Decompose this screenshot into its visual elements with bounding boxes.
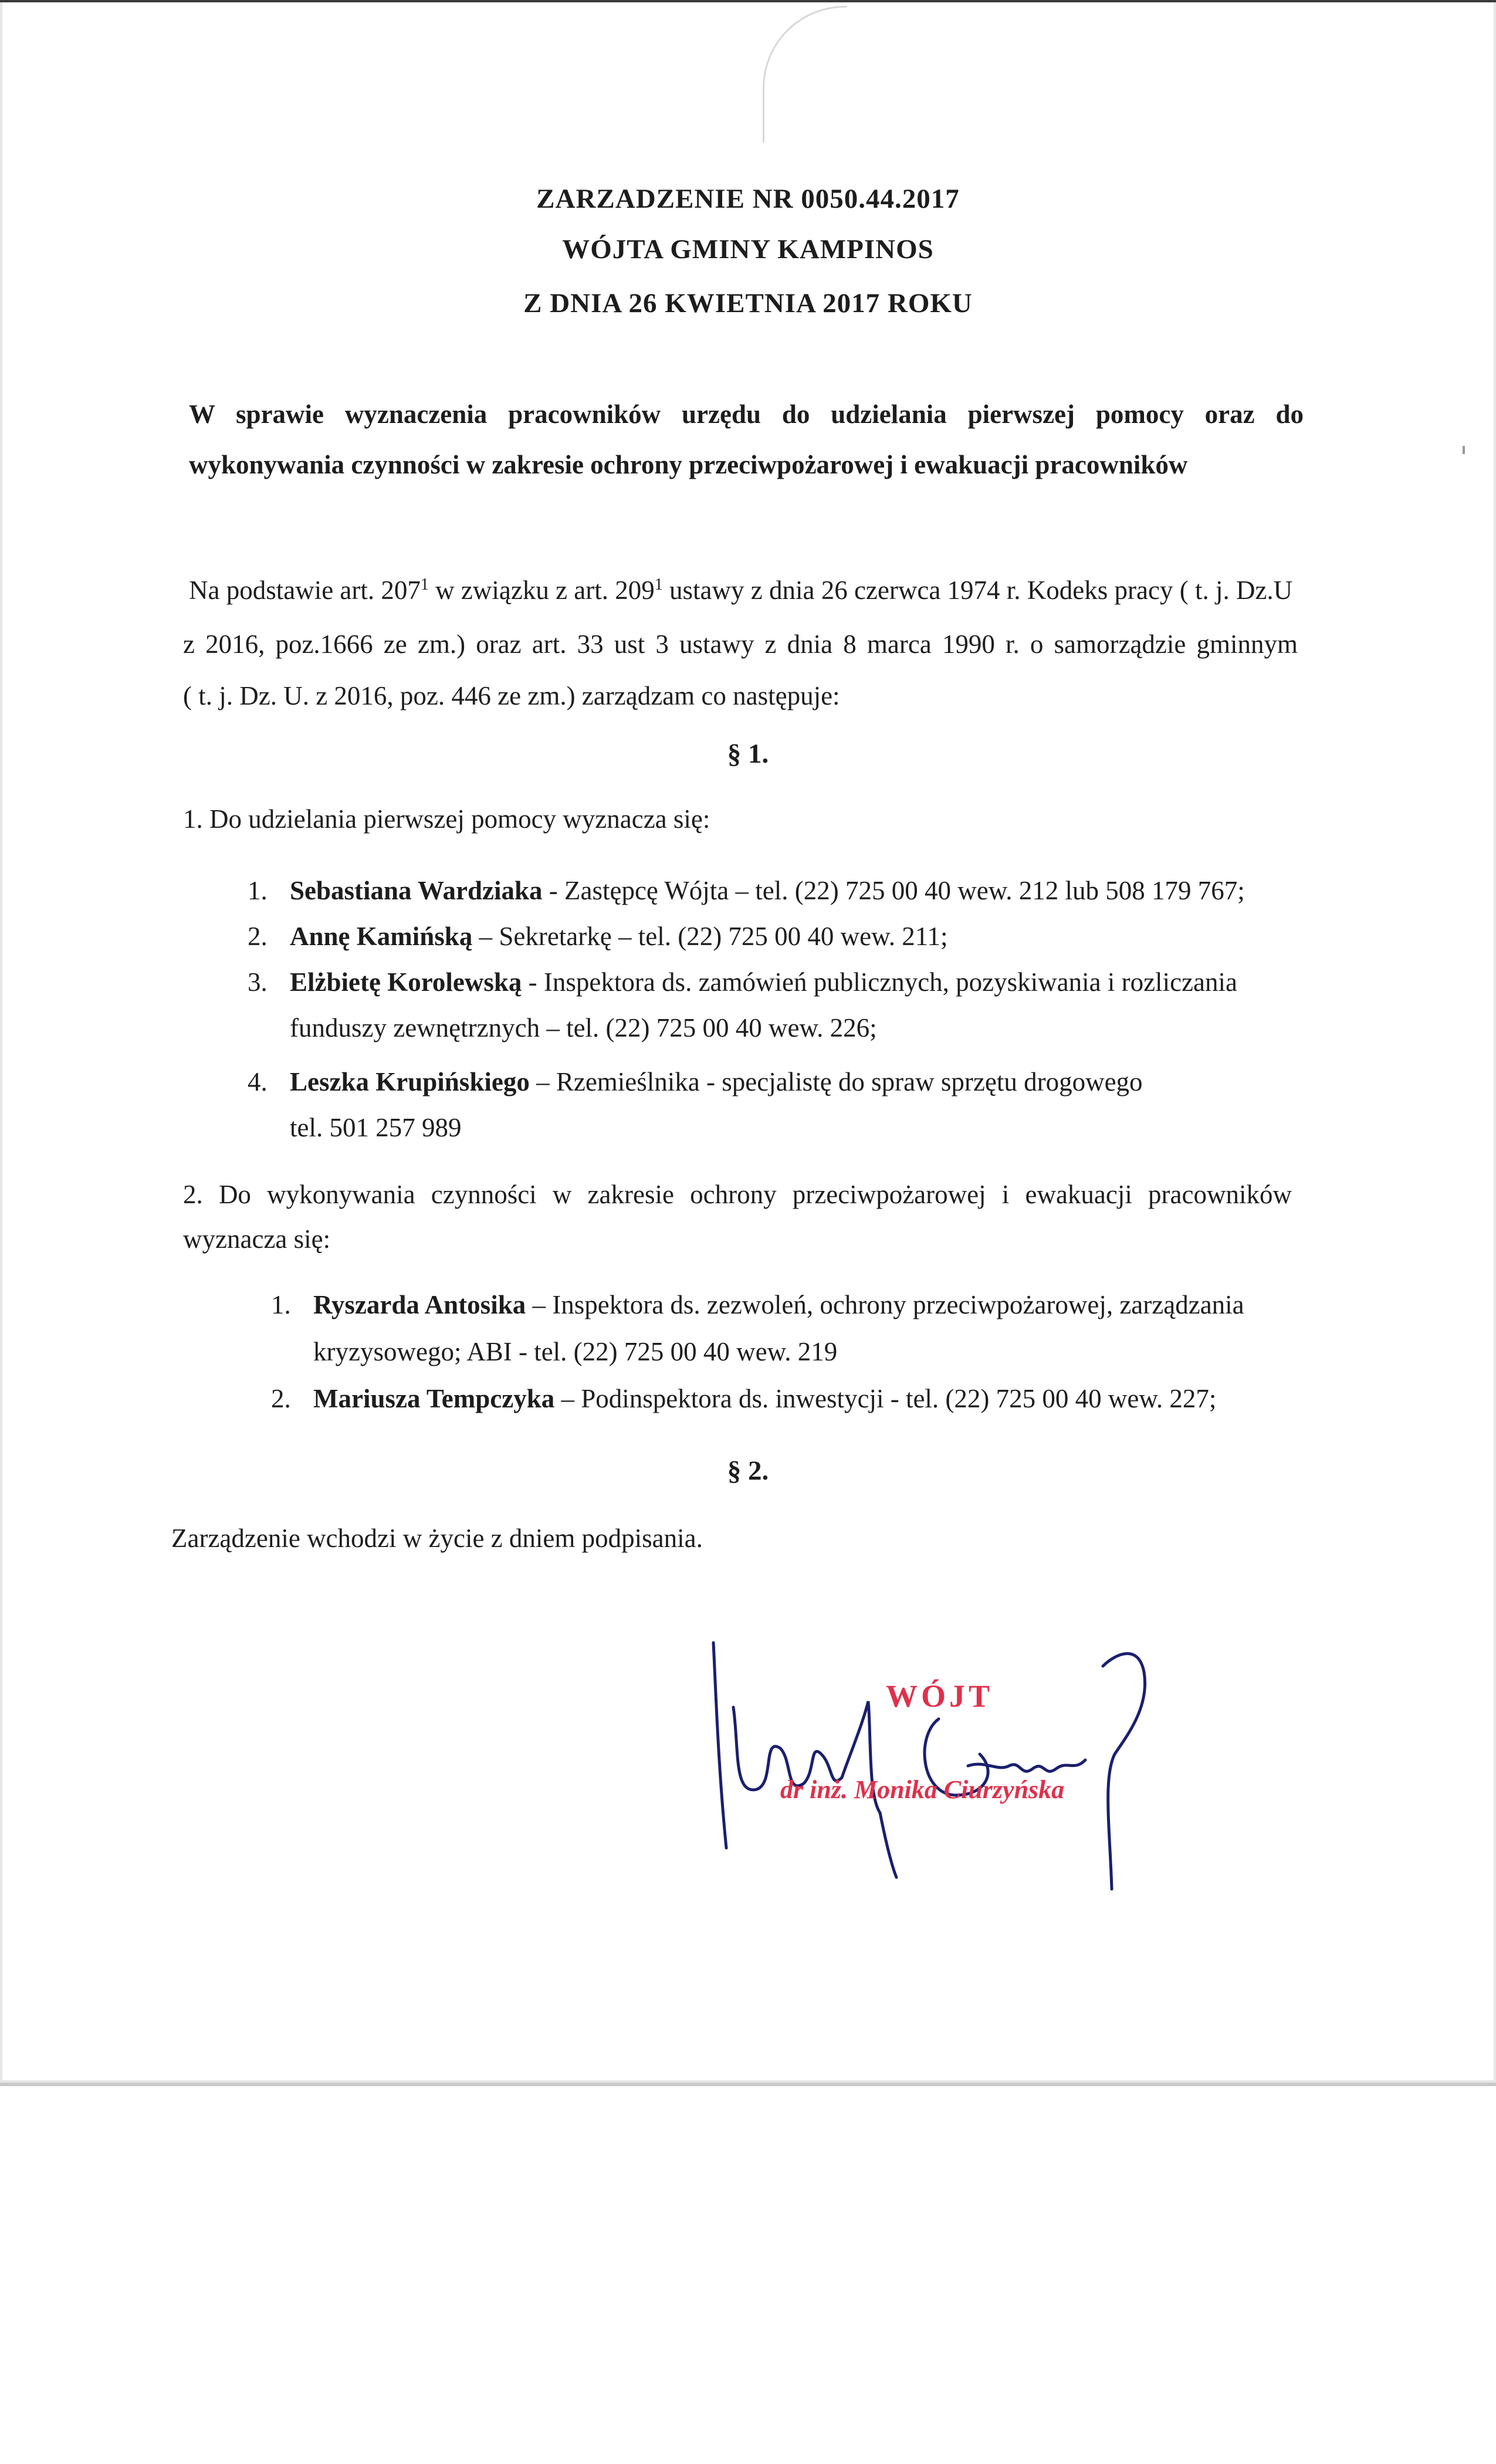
legal-basis-line-1 [189,575,1292,605]
person-role: – Sekretarkę – tel. (22) 725 00 40 wew. 211; [472,922,948,951]
legal-basis-line-3: ( t. j. Dz. U. z 2016, poz. 446 ze zm.) zarządzam co następuje: [183,681,840,710]
signature-block [692,1619,1220,1901]
handwritten-signature [692,1619,1220,1901]
first-aid-item-4 [248,1067,1143,1097]
person-role: – Podinspektora ds. inwestycji - tel. (22) 725 00 40 wew. 227; [554,1384,1217,1413]
effective-date-clause: Zarządzenie wchodzi w życie z dniem podpisania. [171,1524,703,1553]
issuer-title: WÓJTA GMINY KAMPINOS [562,234,934,265]
person-role: - Zastępcę Wójta – tel. (22) 725 00 40 wew. 212 lub 508 179 767; [542,876,1245,905]
document-number: ZARZADZENIE NR 0050.44.2017 [536,184,960,214]
paper-fold-mark [763,6,847,143]
subject-line-1: W sprawie wyznaczenia pracowników urzędu do udzielania pierwszej pomocy oraz do [189,400,1304,429]
first-aid-item-1 [248,875,1245,906]
document-date: Z DNIA 26 KWIETNIA 2017 ROKU [523,288,973,319]
section-1-heading: § 1. [727,739,769,769]
superscript-1: 1 [420,576,429,594]
person-name: Annę Kamińską [290,922,473,951]
person-role: – Inspektora ds. zezwoleń, ochrony przeciwpożarowej, zarządzania [526,1290,1244,1319]
first-aid-intro: 1. Do udzielania pierwszej pomocy wyznacza się: [183,804,710,834]
fire-safety-item-2 [271,1383,1217,1414]
legal-basis-text-c: ustawy z dnia 26 czerwca 1974 r. Kodeks pracy ( t. j. Dz.U [662,576,1293,605]
legal-basis-text-a: Na podstawie art. 207 [189,576,421,605]
person-name: Sebastiana Wardziaka [290,876,543,905]
list-number: 1. [248,876,268,905]
list-number: 4. [248,1067,268,1096]
legal-basis-line-2: z 2016, poz.1666 ze zm.) oraz art. 33 ust 3 ustawy z dnia 8 marca 1990 r. o samorządzie gminnym [183,629,1298,659]
fire-safety-item-1 [271,1289,1244,1320]
person-name: Mariusza Tempczyka [313,1384,555,1413]
first-aid-item-3 [248,967,1237,997]
list-number: 1. [271,1290,291,1319]
section-2-heading: § 2. [727,1456,769,1486]
fire-safety-intro-line-1: 2. Do wykonywania czynności w zakresie ochrony przeciwpożarowej i ewakuacji pracowników [183,1180,1292,1209]
list-number: 3. [248,967,268,997]
list-number: 2. [271,1384,291,1413]
person-role: - Inspektora ds. zamówień publicznych, pozyskiwania i rozliczania [522,967,1237,997]
person-role: – Rzemieślnika - specjalistę do spraw sprzętu drogowego [529,1067,1143,1096]
person-name: Ryszarda Antosika [313,1290,526,1319]
first-aid-item-3-continuation: funduszy zewnętrznych – tel. (22) 725 00 40 wew. 226; [290,1013,877,1043]
superscript-2: 1 [654,576,663,594]
scan-edge-mark [1463,446,1465,454]
subject-line-2: wykonywania czynności w zakresie ochrony przeciwpożarowej i ewakuacji pracowników [189,450,1188,479]
person-name: Elżbietę Korolewską [290,967,522,997]
first-aid-item-4-continuation: tel. 501 257 989 [290,1113,462,1142]
list-number: 2. [248,922,268,951]
stamp-name: dr inż. Monika Ciurzyńska [780,1775,1065,1804]
stamp-title: WÓJT [886,1678,994,1714]
legal-basis-text-b: w związku z art. 209 [428,576,655,605]
scan-top-edge [0,0,1496,2]
first-aid-item-2 [248,921,948,952]
fire-safety-intro-line-2: wyznacza się: [183,1224,331,1254]
fire-safety-item-1-continuation: kryzysowego; ABI - tel. (22) 725 00 40 wew. 219 [313,1337,838,1366]
person-name: Leszka Krupińskiego [290,1067,530,1096]
